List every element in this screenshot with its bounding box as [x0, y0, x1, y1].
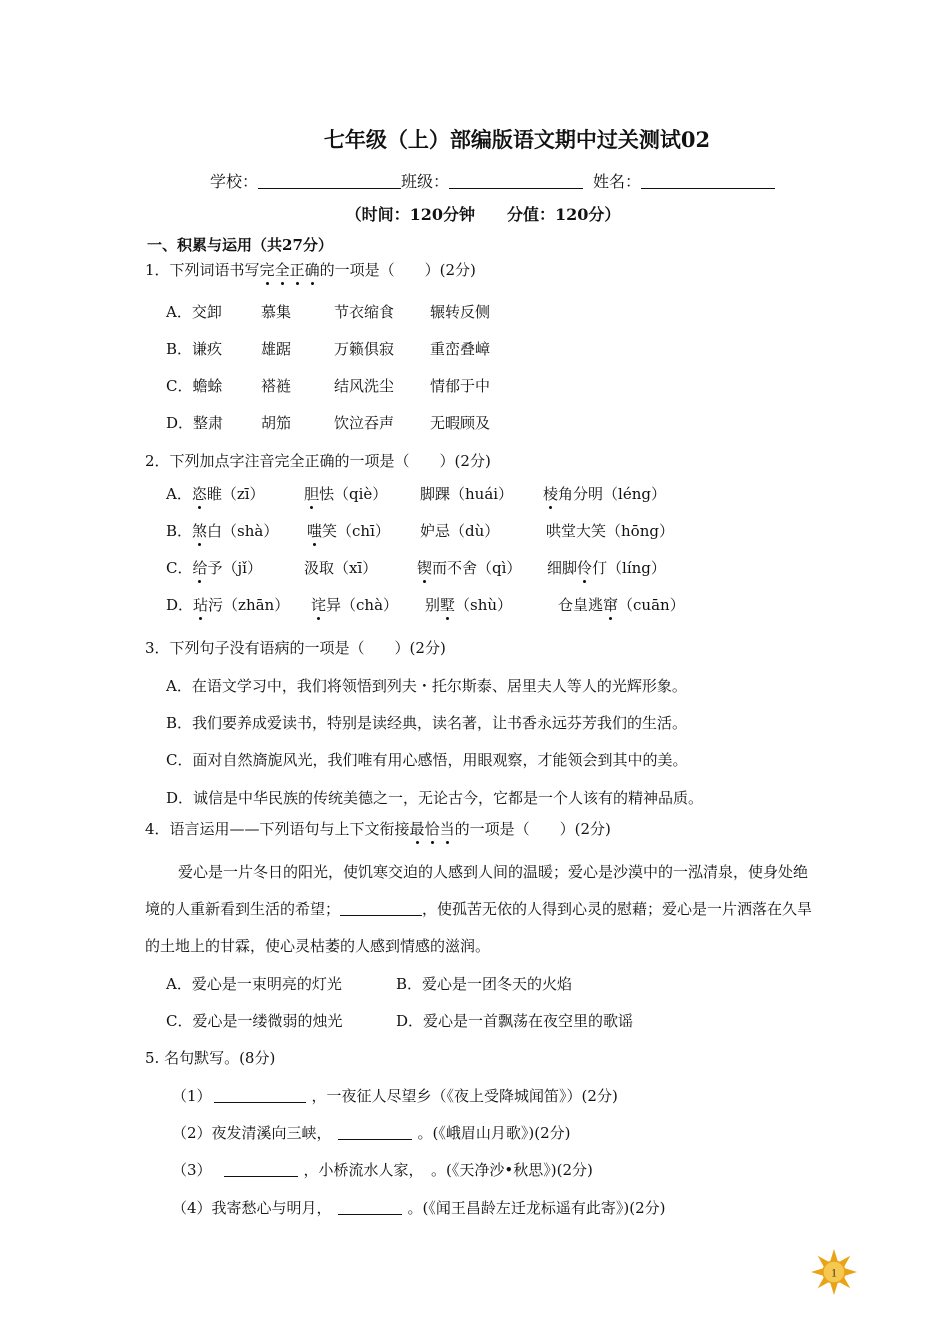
- q5-item-2: [172, 1123, 571, 1143]
- q1-option-b: [166, 339, 490, 359]
- q4-options-row-1: [166, 974, 572, 994]
- option-term: 嗤笑（chī）: [307, 522, 390, 540]
- page-number: 1: [831, 1265, 837, 1280]
- q5-item-pre: （3）: [172, 1161, 212, 1179]
- q5-answer-blank: [224, 1160, 298, 1177]
- option-term: C．给予（jǐ）: [166, 559, 262, 577]
- q5-answer-blank: [338, 1123, 412, 1140]
- q4-passage: [145, 854, 815, 965]
- option-term: 胡笳: [261, 414, 292, 432]
- q1-stem-pre: 1．下列词语书写: [145, 261, 260, 279]
- dotted-char: 最: [409, 820, 425, 838]
- option-term: 妒忌（dù）: [420, 522, 500, 540]
- option-term: B．煞白（shà）: [166, 522, 279, 540]
- q1-option-d: [166, 413, 490, 433]
- q4-option-b: B．爱心是一团冬天的火焰: [396, 975, 573, 993]
- q4-stem-pre: 4．语言运用——下列语句与上下文衔接: [145, 820, 410, 838]
- option-term: 情郁于中: [430, 377, 491, 395]
- option-term: 汲取（xī）: [304, 559, 378, 577]
- q5-item-post: ，一夜征人尽望乡（《夜上受降城闻笛》）(2分): [311, 1087, 618, 1105]
- dotted-char: 全: [274, 261, 290, 279]
- q5-item-pre: （2）夜发清溪向三峡，: [172, 1124, 332, 1142]
- option-term: A．交卸: [166, 303, 222, 321]
- question-1-stem: [145, 260, 476, 280]
- q4-option-d: D．爱心是一首飘荡在夜空里的歌谣: [396, 1012, 634, 1030]
- question-5-stem: 5. 名句默写。(8分): [145, 1049, 276, 1067]
- q5-item-pre: （1）: [172, 1087, 212, 1105]
- q2-option-c: [166, 558, 666, 578]
- option-term: 别墅（shù）: [425, 596, 513, 614]
- exam-meta: （时间：120分钟 分值：120分）: [345, 205, 621, 224]
- option-term: 锲而不舍（qì）: [417, 559, 522, 577]
- q4-passage-text: ，使孤苦无依的人得到心灵的慰藉；爱心是一片洒落在久旱的土地上的甘霖，使心灵枯萎的人感到情感的滋润。: [145, 900, 813, 955]
- question-3-stem: 3．下列句子没有语病的一项是（ ）(2分): [145, 639, 446, 657]
- option-term: 雄踞: [261, 340, 292, 358]
- q5-item-pre: （4）我寄愁心与明月，: [172, 1199, 332, 1217]
- dotted-char: 确: [304, 261, 320, 279]
- q5-answer-blank: [338, 1198, 402, 1215]
- q3-option-b: B．我们要养成爱读书，特别是读经典，读名著，让书香永远芬芳我们的生活。: [166, 714, 688, 732]
- q1-option-a: [166, 302, 490, 322]
- class-label: 班级：: [401, 172, 450, 191]
- option-term: 哄堂大笑（hōng）: [546, 522, 674, 540]
- q4-stem-post: 的一项是（ ）(2分): [454, 820, 611, 838]
- q5-item-post: ，小桥流水人家， 。(《天净沙•秋思》)(2分): [303, 1161, 593, 1179]
- option-term: 细脚伶仃（líng）: [547, 559, 666, 577]
- q4-option-c: C．爱心是一缕微弱的烛光: [166, 1012, 343, 1030]
- q4-options-row-2: [166, 1011, 633, 1031]
- option-term: 脚踝（huái）: [420, 485, 514, 503]
- q2-option-d: [166, 595, 685, 615]
- option-term: 褡裢: [261, 377, 292, 395]
- q5-item-4: [172, 1198, 666, 1218]
- option-term: 结风洗尘: [334, 377, 395, 395]
- option-term: 胆怯（qiè）: [304, 485, 388, 503]
- q3-option-a: A．在语文学习中，我们将领悟到列夫・托尔斯泰、居里夫人等人的光辉形象。: [166, 677, 687, 695]
- option-term: 辗转反侧: [430, 303, 491, 321]
- q5-answer-blank: [214, 1086, 306, 1103]
- question-4-stem: [145, 819, 611, 839]
- dotted-char: 完: [259, 261, 275, 279]
- page-title: 七年级（上）部编版语文期中过关测试02: [323, 127, 711, 152]
- name-label: 姓名：: [593, 172, 642, 191]
- dotted-char: 当: [439, 820, 455, 838]
- q2-option-b: [166, 521, 674, 541]
- q2-option-a: [166, 484, 666, 504]
- option-term: 饮泣吞声: [334, 414, 395, 432]
- option-term: B．谦疚: [166, 340, 223, 358]
- dotted-char: 正: [289, 261, 305, 279]
- page-number-badge: [810, 1248, 858, 1296]
- q5-item-post: 。(《峨眉山月歌》)(2分): [417, 1124, 571, 1142]
- school-label: 学校：: [210, 172, 259, 191]
- sun-icon: [810, 1248, 858, 1296]
- option-term: D．玷污（zhān）: [166, 596, 290, 614]
- option-term: 重峦叠嶂: [430, 340, 491, 358]
- option-term: 仓皇逃窜（cuān）: [558, 596, 685, 614]
- option-term: 棱角分明（léng）: [543, 485, 666, 503]
- q4-passage-blank: [340, 899, 422, 916]
- option-term: 节衣缩食: [334, 303, 395, 321]
- name-blank: [641, 172, 775, 189]
- option-term: 慕集: [261, 303, 292, 321]
- q5-item-post: 。(《闻王昌龄左迁龙标遥有此寄》)(2分): [407, 1199, 666, 1217]
- option-term: 无暇顾及: [430, 414, 491, 432]
- option-term: A．恣睢（zī）: [166, 485, 265, 503]
- option-term: D．整肃: [166, 414, 224, 432]
- q3-option-c: C．面对自然旖旎风光，我们唯有用心感悟，用眼观察，才能领会到其中的美。: [166, 751, 688, 769]
- q1-stem-post: 的一项是（ ）(2分): [319, 261, 476, 279]
- dotted-char: 恰: [424, 820, 440, 838]
- option-term: 诧异（chà）: [311, 596, 399, 614]
- q1-option-c: [166, 376, 490, 396]
- q3-option-d: D．诚信是中华民族的传统美德之一，无论古今，它都是一个人该有的精神品质。: [166, 789, 704, 807]
- q4-option-a: A．爱心是一束明亮的灯光: [166, 975, 342, 993]
- option-term: C．蟾蜍: [166, 377, 223, 395]
- student-info-line: [210, 172, 775, 192]
- q4-passage-text: 爱心是一片冬日的阳光，使饥寒交迫的人感到人间的温暖；爱心是沙漠中的一泓清泉，使身处绝境的人重新看到生活的希望；: [145, 863, 809, 918]
- school-blank: [258, 172, 401, 189]
- option-term: 万籁俱寂: [334, 340, 395, 358]
- section-heading: 一、积累与运用（共27分）: [147, 236, 333, 254]
- class-blank: [449, 172, 583, 189]
- q5-item-1: [172, 1086, 618, 1106]
- q5-item-3: [172, 1160, 593, 1180]
- question-2-stem: 2．下列加点字注音完全正确的一项是（ ）(2分): [145, 452, 491, 470]
